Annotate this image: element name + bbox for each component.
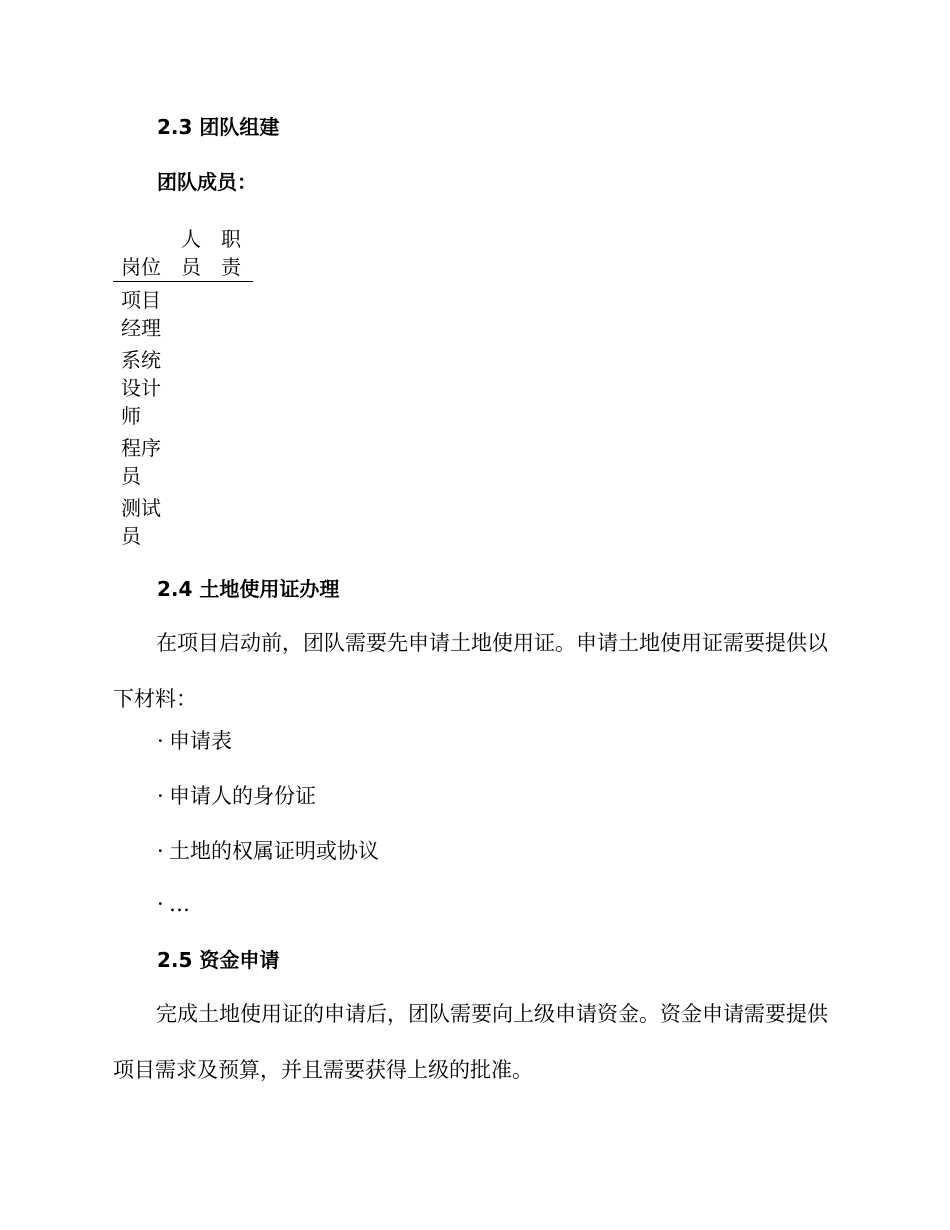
table-header-row (113, 225, 253, 282)
list-item-text: 土地的权属证明或协议 (169, 839, 379, 863)
table-row (113, 282, 253, 343)
table-cell-person (173, 430, 213, 490)
header-person-text: 人员 (181, 227, 201, 279)
position-text: 项目经理 (121, 288, 161, 340)
table-cell-position (113, 342, 173, 430)
table-cell-person (173, 282, 213, 343)
table-header-duty (213, 225, 253, 282)
table-cell-duty (213, 342, 253, 430)
table-header-position (113, 225, 173, 282)
list-item-text: 申请人的身份证 (169, 784, 316, 808)
bullet-dot: · (157, 839, 164, 863)
team-members-table (113, 225, 253, 550)
section-heading-funding: 2.5 资金申请 (157, 948, 280, 972)
table-header-person (173, 225, 213, 282)
land-paragraph: 在项目启动前，团队需要先申请土地使用证。申请土地使用证需要提供以下材料： (113, 631, 828, 711)
table-cell-duty (213, 490, 253, 550)
table-cell-position (113, 282, 173, 343)
list-item-text: 申请表 (169, 729, 232, 753)
list-item-text: … (169, 892, 190, 916)
position-text: 系统设计师 (121, 348, 161, 428)
table-cell-person (173, 342, 213, 430)
list-item (157, 782, 316, 810)
table-row (113, 430, 253, 490)
table-cell-position (113, 430, 173, 490)
list-item (157, 890, 190, 918)
header-duty-text: 职责 (221, 227, 241, 279)
bullet-dot: · (157, 892, 164, 916)
table-row (113, 342, 253, 430)
bullet-dot: · (157, 729, 164, 753)
position-text: 测试员 (121, 496, 161, 548)
table-cell-person (173, 490, 213, 550)
team-members-label: 团队成员： (157, 170, 257, 194)
funding-paragraph: 完成土地使用证的申请后，团队需要向上级申请资金。资金申请需要提供项目需求及预算，并且需要获得上级的批准。 (113, 1002, 828, 1082)
header-position-text: 岗位 (121, 255, 161, 279)
table-row (113, 490, 253, 550)
section-heading-team: 2.3 团队组建 (157, 115, 280, 139)
bullet-dot: · (157, 784, 164, 808)
list-item (157, 837, 379, 865)
section-heading-land: 2.4 土地使用证办理 (157, 577, 340, 601)
table-cell-duty (213, 430, 253, 490)
list-item (157, 727, 232, 755)
table-cell-duty (213, 282, 253, 343)
position-text: 程序员 (121, 436, 161, 488)
table-cell-position (113, 490, 173, 550)
